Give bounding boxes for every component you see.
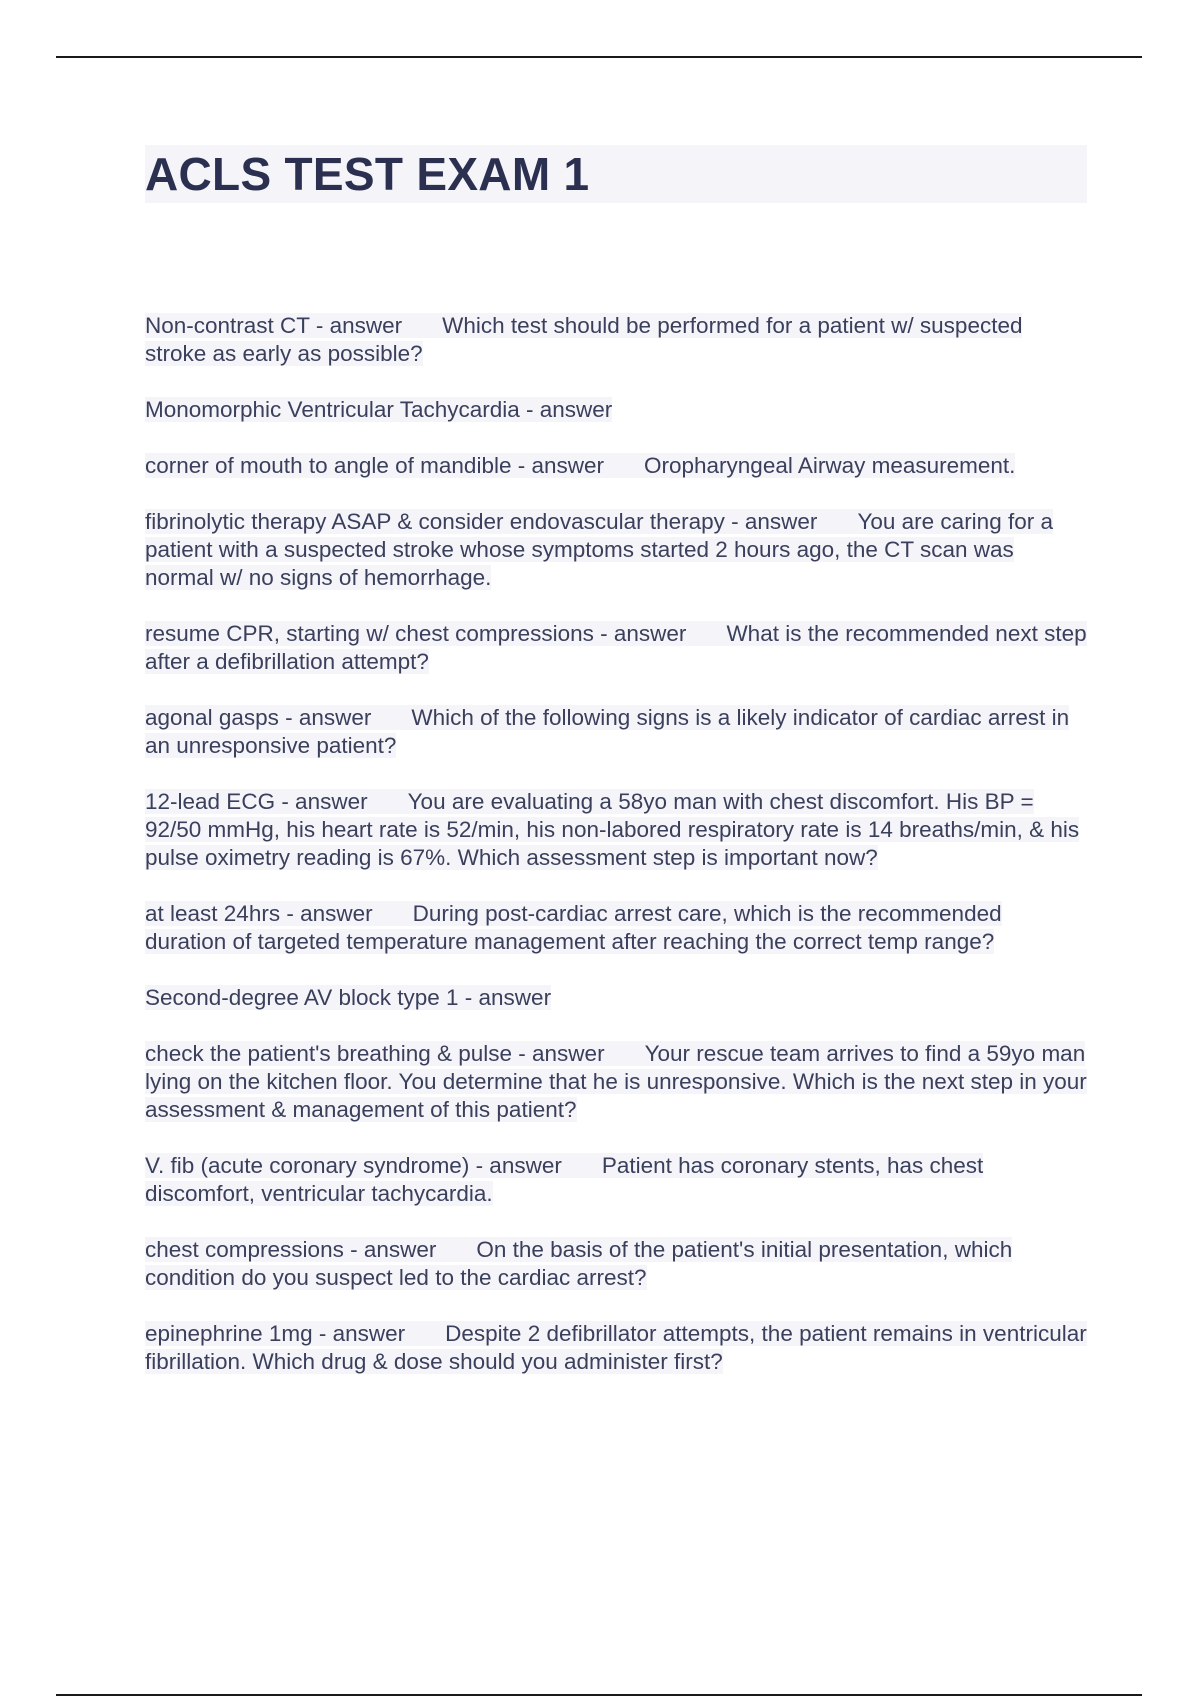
qa-item [145, 508, 1087, 592]
qa-question: You are evaluating a 58yo man with chest discomfort. His BP = 92/50 mmHg, his heart rate is 52/min, his non-labored respiratory rate is 14 breaths/min, & his pulse oximetry reading is 67%. Which assessment step is important now? [145, 789, 1080, 870]
qa-item [145, 704, 1087, 760]
qa-question: What is the recommended next step after a defibrillation attempt? [145, 621, 1087, 674]
qa-answer: epinephrine 1mg - answer [145, 1321, 406, 1346]
qa-question: On the basis of the patient's initial presentation, which condition do you suspect led to the cardiac arrest? [145, 1237, 1013, 1290]
qa-answer: agonal gasps - answer [145, 705, 372, 730]
qa-question: Despite 2 defibrillator attempts, the patient remains in ventricular fibrillation. Which drug & dose should you administer first? [145, 1321, 1087, 1374]
qa-item [145, 1040, 1087, 1124]
qa-item [145, 900, 1087, 956]
qa-question: Which test should be performed for a patient w/ suspected stroke as early as possible? [145, 313, 1023, 366]
qa-question: Which of the following signs is a likely indicator of cardiac arrest in an unresponsive patient? [145, 705, 1070, 758]
page-title: ACLS TEST EXAM 1 [145, 148, 590, 200]
qa-answer: V. fib (acute coronary syndrome) - answer [145, 1153, 562, 1178]
qa-item [145, 788, 1087, 872]
bottom-rule [56, 1694, 1142, 1696]
qa-answer: resume CPR, starting w/ chest compressions - answer [145, 621, 687, 646]
qa-item [145, 1320, 1087, 1376]
qa-item [145, 620, 1087, 676]
qa-item [145, 1236, 1087, 1292]
qa-answer: check the patient's breathing & pulse - answer [145, 1041, 605, 1066]
qa-question: Your rescue team arrives to find a 59yo man lying on the kitchen floor. You determine that he is unresponsive. Which is the next step in your assessment & management of this patient? [145, 1041, 1087, 1122]
qa-item [145, 452, 1087, 480]
qa-item [145, 984, 1087, 1012]
qa-answer: chest compressions - answer [145, 1237, 437, 1262]
qa-item [145, 1152, 1087, 1208]
qa-item [145, 312, 1087, 368]
qa-item [145, 396, 1087, 424]
qa-question: Patient has coronary stents, has chest discomfort, ventricular tachycardia. [145, 1153, 984, 1206]
qa-answer: fibrinolytic therapy ASAP & consider endovascular therapy - answer [145, 509, 818, 534]
qa-answer: at least 24hrs - answer [145, 901, 373, 926]
qa-answer: Second-degree AV block type 1 - answer [145, 985, 552, 1010]
qa-question: Oropharyngeal Airway measurement. [644, 453, 1016, 478]
qa-question: You are caring for a patient with a suspected stroke whose symptoms started 2 hours ago, the CT scan was normal w/ no signs of hemorrhage. [145, 509, 1053, 590]
qa-answer: Non-contrast CT - answer [145, 313, 403, 338]
top-rule [56, 56, 1142, 58]
qa-answer: corner of mouth to angle of mandible - answer [145, 453, 604, 478]
qa-answer: Monomorphic Ventricular Tachycardia - answer [145, 397, 613, 422]
qa-answer: 12-lead ECG - answer [145, 789, 368, 814]
qa-question: During post-cardiac arrest care, which is the recommended duration of targeted temperature management after reaching the correct temp range? [145, 901, 1002, 954]
qa-list [145, 312, 1087, 1404]
